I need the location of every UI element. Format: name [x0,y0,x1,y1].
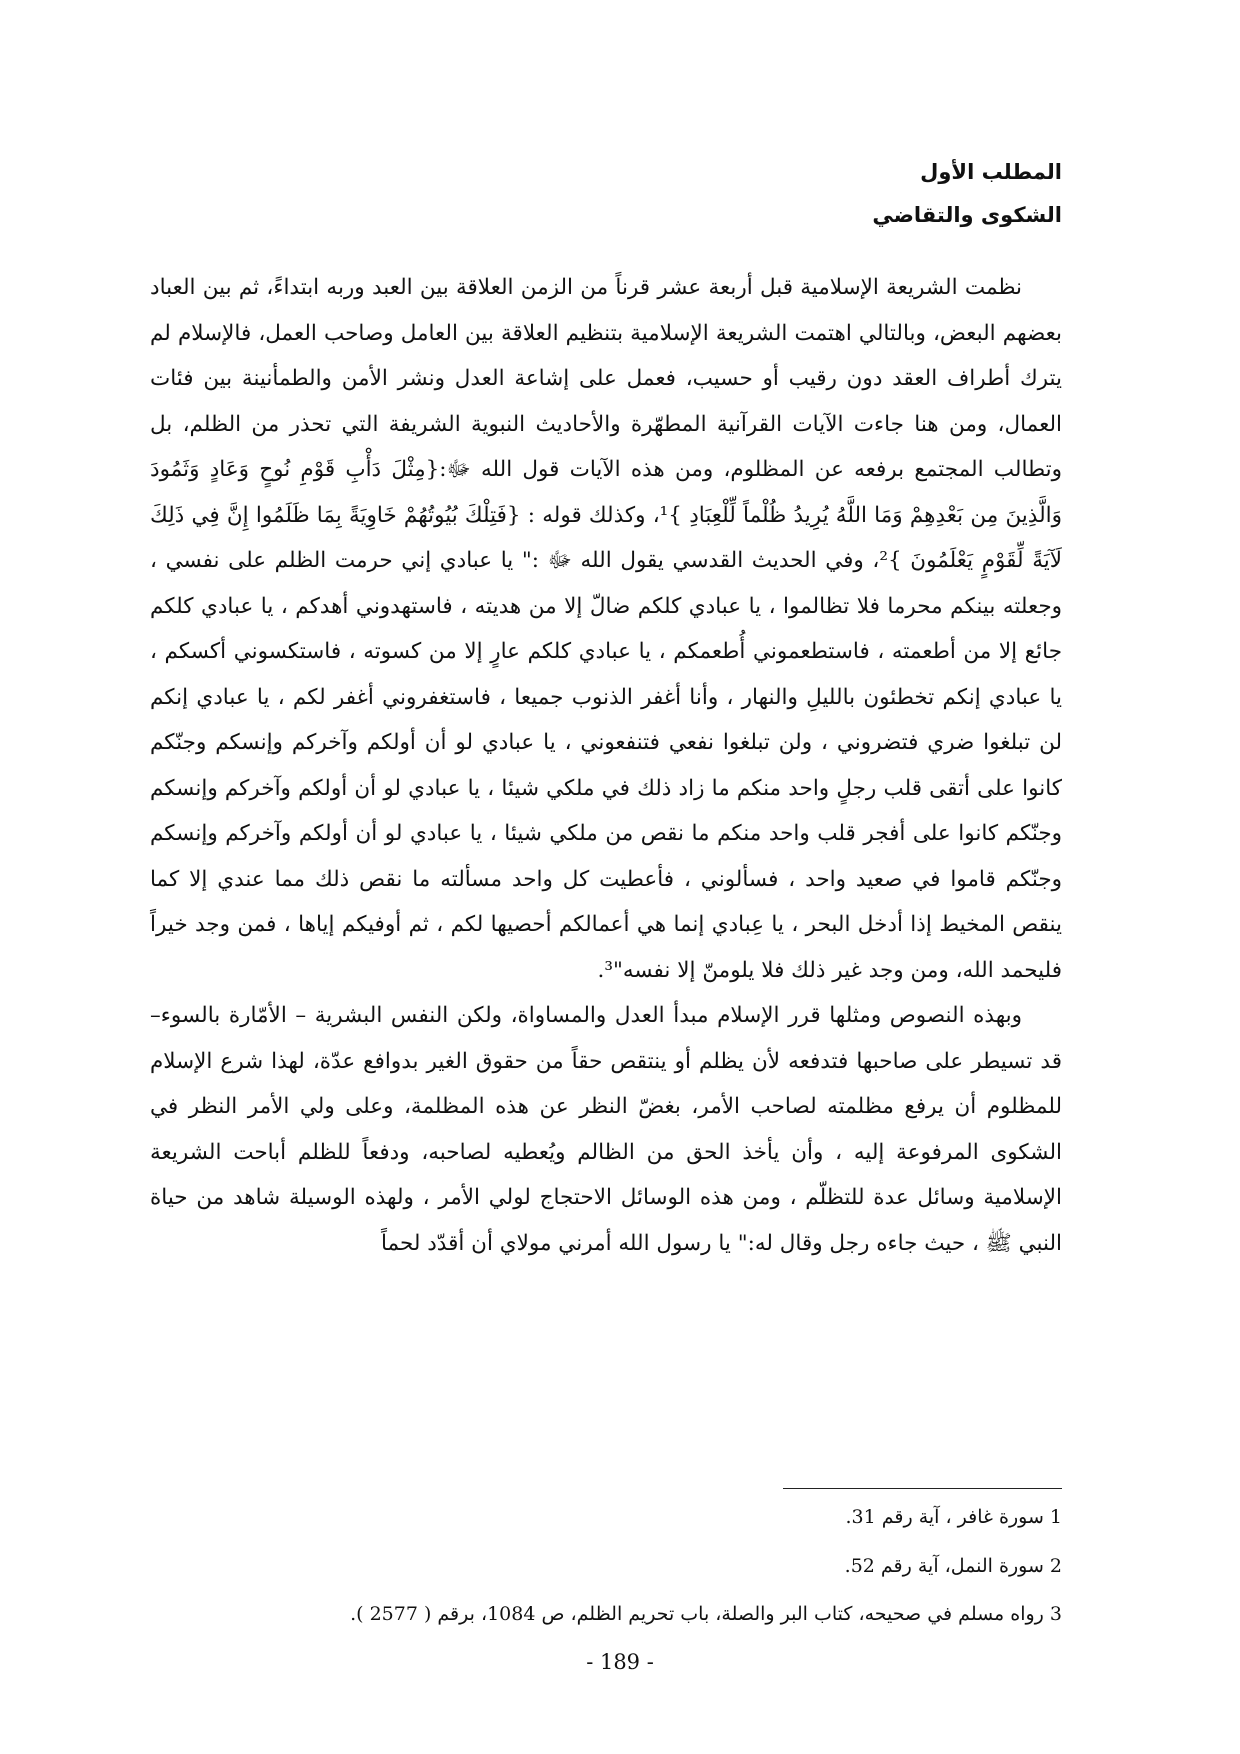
section-title: المطلب الأول [920,160,1062,184]
body-text [150,265,1062,1266]
paragraph-2: وبهذه النصوص ومثلها قرر الإسلام مبدأ العدل والمساواة، ولكن النفس البشرية – الأمّارة بالسوء– قد تسيطر على صاحبها فتدفعه لأن يظلم أو ينتقص حقاً من حقوق الغير بدوافع عدّة، لهذا شرع الإسلام للمظلوم أن يرفع مظلمته لصاحب الأمر، بغضّ النظر عن هذه المظلمة، وعلى ولي الأمر النظر في الشكوى المرفوعة إليه ، وأن يأخذ الحق من الظالم ويُعطيه لصاحبه، ودفعاً للظلم أباحت الشريعة الإسلامية وسائل عدة للتظلّم ، ومن هذه الوسائل الاحتجاج لولي الأمر ، ولهذه الوسيلة شاهد من حياة النبي ﷺ ، حيث جاءه رجل وقال له:" يا رسول الله أمرني مولاي أن أقدّد لحماً [150,1003,1062,1256]
page-number: - 189 - [586,1650,654,1674]
footnote-divider [783,1488,1062,1489]
footnote-1: 1 سورة غافر ، آية رقم 31. [845,1506,1062,1528]
footnote-3: 3 رواه مسلم في صحيحه، كتاب البر والصلة، باب تحريم الظلم، ص 1084، برقم ( 2577 ). [350,1603,1062,1625]
paragraph-1: نظمت الشريعة الإسلامية قبل أربعة عشر قرناً من الزمن العلاقة بين العبد وربه ابتداءً، ثم بين العباد بعضهم البعض، وبالتالي اهتمت الشريعة الإسلامية بتنظيم العلاقة بين العامل وصاحب العمل، فالإسلام لم يترك أطراف العقد دون رقيب أو حسيب، فعمل على إشاعة العدل ونشر الأمن والطمأنينة بين فئات العمال، ومن هنا جاءت الآيات القرآنية المطهّرة والأحاديث النبوية الشريفة التي تحذر من الظلم، بل وتطالب المجتمع برفعه عن المظلوم، ومن هذه الآيات قول الله ﷻ:{مِثْلَ دَأْبِ قَوْمِ نُوحٍ وَعَادٍ وَثَمُودَ وَالَّذِينَ مِن بَعْدِهِمْ وَمَا اللَّهُ يُرِيدُ ظُلْماً لِّلْعِبَادِ }¹، وكذلك قوله : {فَتِلْكَ بُيُوتُهُمْ خَاوِيَةً بِمَا ظَلَمُوا إِنَّ فِي ذَلِكَ لَآيَةً لِّقَوْمٍ يَعْلَمُونَ }²، وفي الحديث القدسي يقول الله ﷻ :" يا عبادي إني حرمت الظلم على نفسي ، وجعلته بينكم محرما فلا تظالموا ، يا عبادي كلكم ضالّ إلا من هديته ، فاستهدوني أهدكم ، يا عبادي كلكم جائع إلا من أطعمته ، فاستطعموني أُطعمكم ، يا عبادي كلكم عارٍ إلا من كسوته ، فاستكسوني أكسكم ، يا عبادي إنكم تخطئون بالليلِ والنهار ، وأنا أغفر الذنوب جميعا ، فاستغفروني أغفر لكم ، يا عبادي إنكم لن تبلغوا ضري فتضروني ، ولن تبلغوا نفعي فتنفعوني ، يا عبادي لو أن أولكم وآخركم وإنسكم وجنّكم كانوا على أتقى قلب رجلٍ واحد منكم ما زاد ذلك في ملكي شيئا ، يا عبادي لو أن أولكم وآخركم وإنسكم وجنّكم كانوا على أفجر قلب واحد منكم ما نقص من ملكي شيئا ، يا عبادي لو أن أولكم وآخركم وإنسكم وجنّكم قاموا في صعيد واحد ، فسألوني ، فأعطيت كل واحد مسألته ما نقص ذلك مما عندي إلا كما ينقص المخيط إذا أدخل البحر ، يا عِبادي إنما هي أعمالكم أحصيها لكم ، ثم أوفيكم إياها ، فمن وجد خيراً فليحمد الله، ومن وجد غير ذلك فلا يلومنّ إلا نفسه"³. [150,275,1062,983]
footnote-2: 2 سورة النمل، آية رقم 52. [844,1555,1062,1577]
section-subtitle: الشكوى والتقاضي [872,203,1062,227]
